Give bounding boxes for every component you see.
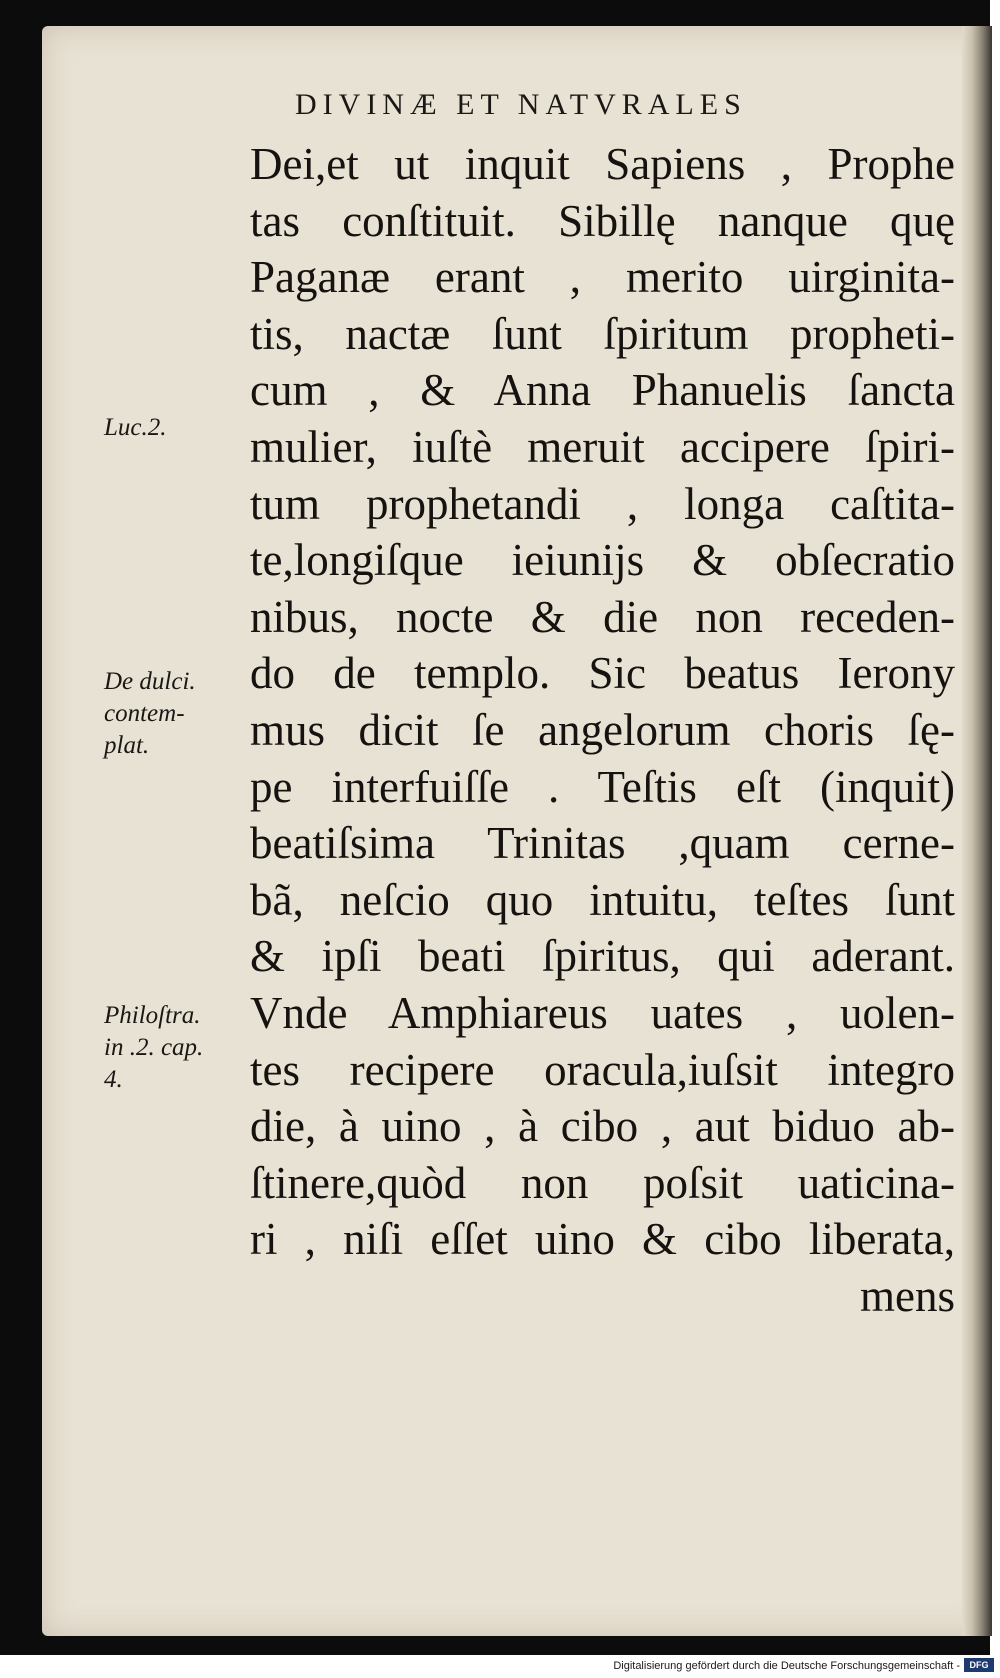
text-line: do de templo. Sic beatus Ierony bbox=[250, 648, 955, 699]
text-line: bã, neſcio quo intuitu, teſtes ſunt bbox=[250, 874, 955, 925]
footer-credit: Digitalisierung gefördert durch die Deutsche Forschungsgemeinschaft - bbox=[613, 1660, 960, 1672]
text-line: tis, nactæ ſunt ſpiritum propheti- bbox=[250, 308, 955, 359]
text-line: ri , niſi eſſet uino & cibo liberata, bbox=[250, 1214, 955, 1265]
margin-note-luc bbox=[104, 412, 264, 444]
margin-note-dulci bbox=[104, 666, 264, 762]
catchword: mens bbox=[860, 1270, 955, 1321]
text-line: Vnde Amphiareus uates , uolen- bbox=[250, 987, 955, 1038]
text-line: cum , & Anna Phanuelis ſancta bbox=[250, 365, 955, 416]
margin-note-line: Luc.2. bbox=[104, 414, 167, 441]
margin-note-line: De dulci. bbox=[104, 668, 196, 695]
text-line: & ipſi beati ſpiritus, qui aderant. bbox=[250, 931, 955, 982]
text-line: Paganæ erant , merito uirginita- bbox=[250, 252, 955, 303]
margin-note-line: 4. bbox=[104, 1066, 123, 1093]
text-line: beatiſsima Trinitas ,quam cerne- bbox=[250, 818, 955, 869]
text-line: mus dicit ſe angelorum choris ſę- bbox=[250, 704, 955, 755]
margin-note-philostra bbox=[104, 1000, 264, 1096]
text-line: die, à uino , à cibo , aut biduo ab- bbox=[250, 1101, 955, 1152]
text-line: tas conſtituit. Sibillę nanque quę bbox=[250, 195, 955, 246]
margin-note-line: contem- bbox=[104, 700, 185, 727]
margin-note-line: plat. bbox=[104, 732, 150, 759]
text-line: ſtinere,quòd non poſsit uaticina- bbox=[250, 1157, 955, 1208]
text-line: te,longiſque ieiunijs & obſecratio bbox=[250, 535, 955, 586]
body-text bbox=[250, 136, 955, 1324]
footer-bar bbox=[0, 1655, 1000, 1678]
text-line: tes recipere oracula,iuſsit integro bbox=[250, 1044, 955, 1095]
text-line: mulier, iuſtè meruit accipere ſpiri- bbox=[250, 421, 955, 472]
text-line: pe interfuiſſe . Teſtis eſt (inquit) bbox=[250, 761, 955, 812]
page-spine bbox=[962, 26, 992, 1636]
margin-note-line: in .2. cap. bbox=[104, 1034, 204, 1061]
text-line: nibus, nocte & die non receden- bbox=[250, 591, 955, 642]
margin-note-line: Philoſtra. bbox=[104, 1002, 201, 1029]
running-header: DIVINÆ ET NATVRALES bbox=[295, 88, 747, 121]
text-line: Dei,et ut inquit Sapiens , Prophe bbox=[250, 139, 955, 189]
dfg-logo: DFG bbox=[964, 1658, 994, 1672]
text-line: tum prophetandi , longa caſtita- bbox=[250, 478, 955, 529]
